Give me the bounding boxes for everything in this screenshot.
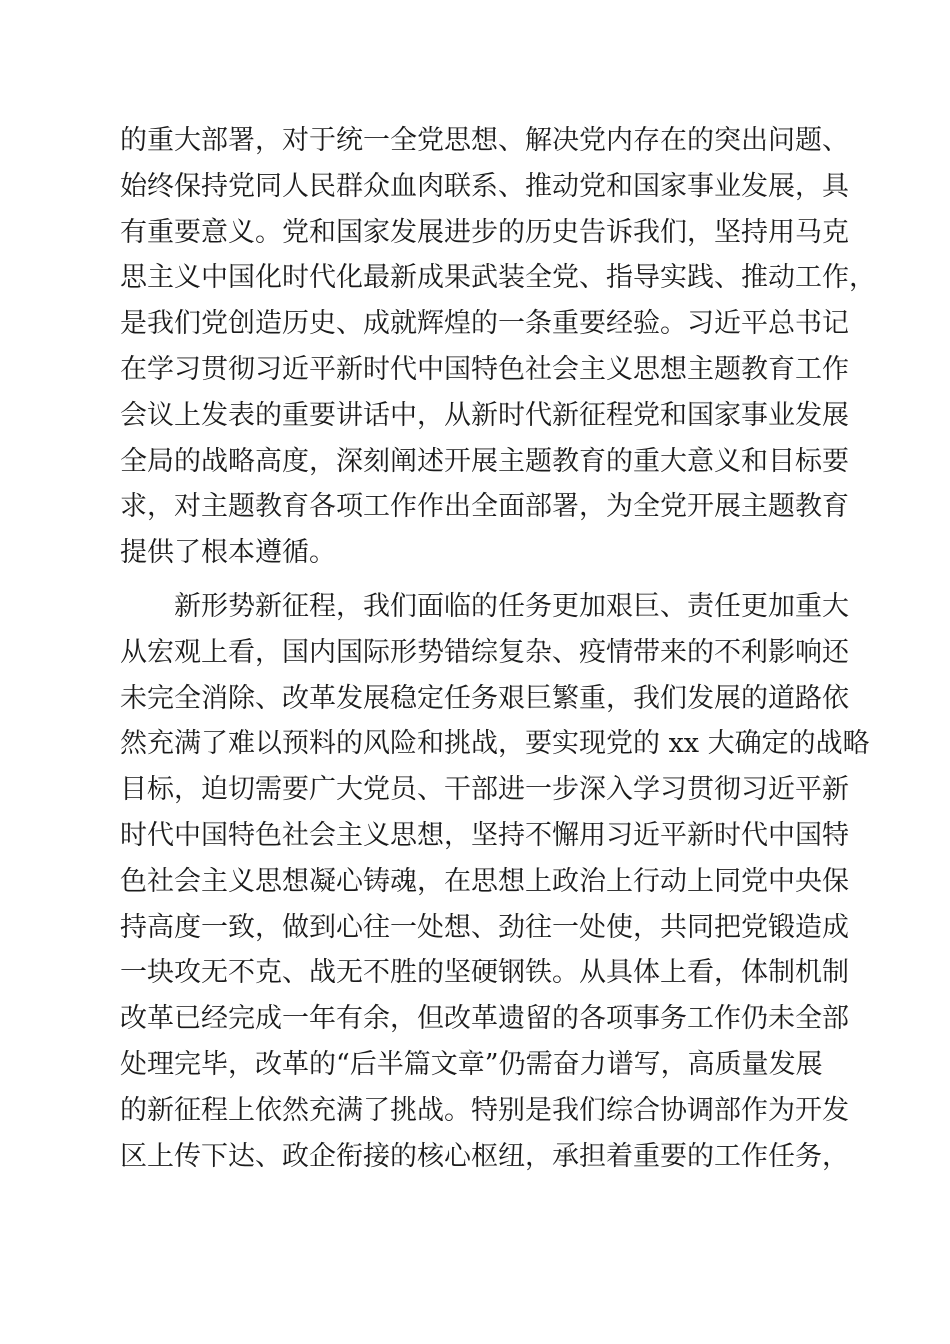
text-line: 未完全消除、改革发展稳定任务艰巨繁重，我们发展的道路依 — [120, 682, 849, 714]
text-line: 改革已经完成一年有余，但改革遗留的各项事务工作仍未全部 — [120, 1003, 849, 1035]
text-line: 会议上发表的重要讲话中，从新时代新征程党和国家事业发展 — [120, 399, 849, 431]
text-line: 的重大部署，对于统一全党思想、解决党内存在的突出问题、 — [120, 125, 849, 156]
text-line: 色社会主义思想凝心铸魂，在思想上政治上行动上同党中央保 — [120, 865, 849, 897]
text-line: 求，对主题教育各项工作作出全面部署，为全党开展主题教育 — [120, 491, 849, 523]
text-line: 在学习贯彻习近平新时代中国特色社会主义思想主题教育工作 — [120, 353, 849, 385]
text-line: 目标，迫切需要广大党员、干部进一步深入学习贯彻习近平新 — [120, 774, 849, 806]
text-line: 新形势新征程，我们面临的任务更加艰巨、责任更加重大 — [120, 591, 849, 622]
text-line: 一块攻无不克、战无不胜的坚硬钢铁。从具体上看，体制机制 — [120, 957, 849, 989]
text-line: 然充满了难以预料的风险和挑战，要实现党的 xx 大确定的战略 — [120, 728, 870, 760]
text-line: 处理完毕，改革的“后半篇文章”仍需奋力谱写，高质量发展 — [120, 1048, 823, 1080]
text-line: 始终保持党同人民群众血肉联系、推动党和国家事业发展，具 — [120, 170, 849, 202]
text-line: 从宏观上看，国内国际形势错综复杂、疫情带来的不利影响还 — [120, 636, 849, 668]
text-line: 持高度一致，做到心往一处想、劲往一处使，共同把党锻造成 — [120, 911, 849, 943]
text-line: 全局的战略高度，深刻阐述开展主题教育的重大意义和目标要 — [120, 445, 849, 477]
text-line: 思主义中国化时代化最新成果武装全党、指导实践、推动工作， — [120, 262, 876, 294]
text-line: 区上传下达、政企衔接的核心枢纽，承担着重要的工作任务， — [120, 1140, 849, 1172]
text-line: 时代中国特色社会主义思想，坚持不懈用习近平新时代中国特 — [120, 819, 849, 851]
paragraph-1 — [120, 118, 876, 576]
paragraph-2 — [120, 584, 870, 1179]
text-line: 的新征程上依然充满了挑战。特别是我们综合协调部作为开发 — [120, 1094, 849, 1126]
text-line: 提供了根本遵循。 — [120, 537, 336, 569]
text-line: 有重要意义。党和国家发展进步的历史告诉我们，坚持用马克 — [120, 216, 849, 248]
text-line: 是我们党创造历史、成就辉煌的一条重要经验。习近平总书记 — [120, 308, 849, 340]
